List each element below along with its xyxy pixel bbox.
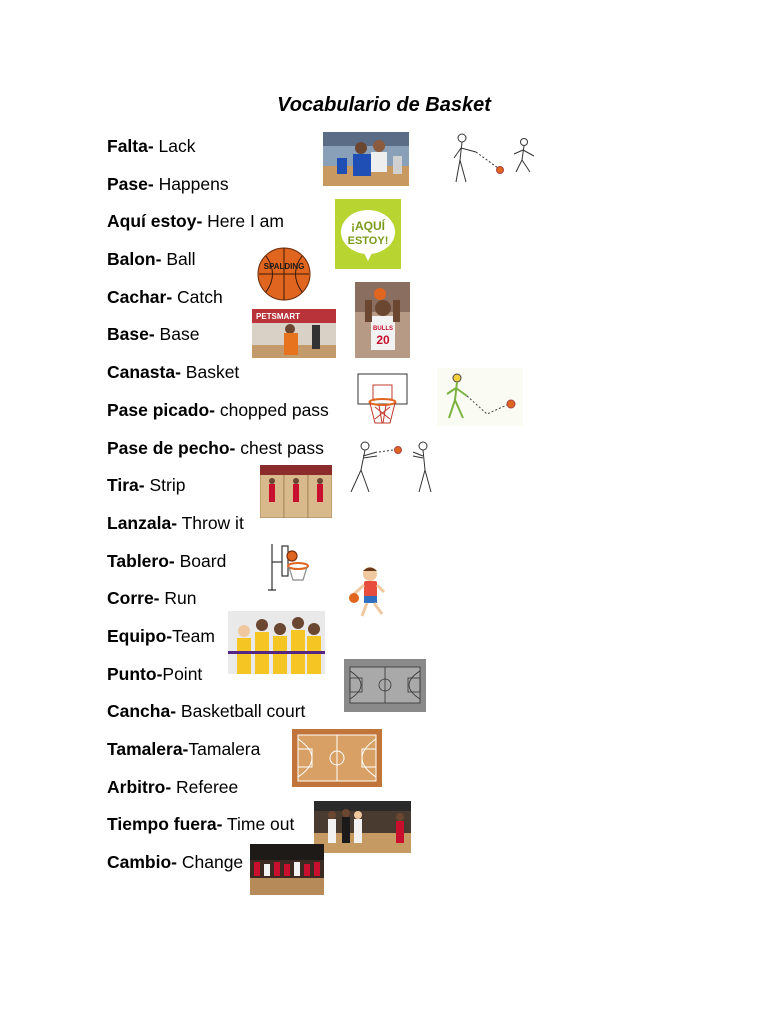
vocab-translation: Strip — [144, 475, 186, 496]
vocab-translation: Tamalera — [188, 739, 261, 759]
aqui-estoy-sign — [335, 199, 401, 269]
store-sign-text: PETSMART — [256, 312, 300, 321]
substitution-photo — [250, 844, 324, 895]
jersey-number-text: 20 — [376, 333, 390, 347]
vocab-translation: chopped pass — [214, 399, 329, 420]
vocab-translation: Here I am — [202, 211, 284, 232]
vocab-term: Tira- — [107, 475, 145, 496]
vocab-translation: Happens — [153, 173, 229, 194]
vocab-translation: Basketball court — [176, 701, 306, 722]
aqui-sign-line2: ESTOY! — [347, 235, 389, 247]
catch-photo — [355, 282, 410, 358]
strip-photo — [260, 465, 332, 518]
vocab-term: Tablero- — [107, 550, 175, 571]
vocab-term: Cachar- — [107, 286, 173, 307]
jersey-team-text: BULLS — [373, 326, 393, 332]
vocab-term: Aquí estoy- — [107, 211, 203, 232]
vocab-term: Pase picado- — [107, 399, 215, 420]
page-title: Vocabulario de Basket — [277, 94, 491, 116]
pass-drawing — [446, 130, 542, 188]
vocab-translation: Change — [177, 852, 244, 873]
wooden-court-image — [292, 729, 382, 787]
vocab-translation: Board — [174, 550, 227, 571]
vocab-term: Pase- — [107, 173, 154, 194]
vocab-translation: Time out — [222, 814, 295, 835]
vocab-translation: Catch — [172, 286, 223, 307]
vocab-translation: chest pass — [235, 437, 324, 458]
bounce-pass-drawing — [437, 368, 523, 426]
vocab-term: Falta- — [107, 136, 154, 156]
basketball-image — [257, 247, 311, 301]
vocab-term: Corre- — [107, 588, 160, 609]
aqui-sign-line1: ¡AQUÍ — [351, 219, 385, 233]
vocab-term: Pase de pecho- — [107, 437, 236, 458]
vocab-term: Base- — [107, 324, 155, 345]
vocab-term: Arbitro- — [107, 776, 172, 797]
team-photo — [228, 611, 325, 674]
vocab-translation: Point — [162, 663, 203, 684]
vocab-term: Canasta- — [107, 362, 181, 383]
vocab-translation: Referee — [171, 776, 239, 797]
vocab-term: Lanzala- — [107, 512, 178, 533]
vocab-translation: Team — [172, 625, 215, 646]
vocab-item — [107, 172, 329, 210]
vocab-translation: Base — [154, 324, 200, 345]
hoop-drawing — [355, 371, 410, 427]
backboard-drawing — [262, 540, 312, 595]
vocab-term: Cambio- — [107, 852, 177, 873]
vocab-item — [107, 209, 329, 247]
court-diagram — [344, 659, 426, 712]
vocab-translation: Ball — [161, 249, 196, 270]
vocab-translation: Lack — [153, 136, 196, 156]
chest-pass-drawing — [343, 438, 437, 496]
vocab-term: Tamalera- — [107, 739, 189, 759]
vocab-term: Tiempo fuera- — [107, 814, 223, 835]
vocab-item — [107, 134, 329, 172]
foul-photo — [323, 132, 409, 186]
vocab-translation: Throw it — [177, 512, 244, 533]
vocab-translation: Run — [159, 588, 197, 609]
vocab-term: Cancha- — [107, 701, 177, 722]
referee-photo — [314, 801, 411, 853]
vocab-term: Balon- — [107, 249, 162, 270]
vocab-translation: Basket — [180, 362, 240, 383]
base-photo — [252, 309, 336, 358]
ball-brand-text: SPALDING — [263, 262, 305, 271]
vocab-item — [107, 398, 329, 436]
vocab-term: Equipo- — [107, 625, 173, 646]
running-kid-drawing — [336, 562, 398, 624]
vocab-term: Punto- — [107, 663, 163, 684]
vocab-item — [107, 360, 329, 398]
